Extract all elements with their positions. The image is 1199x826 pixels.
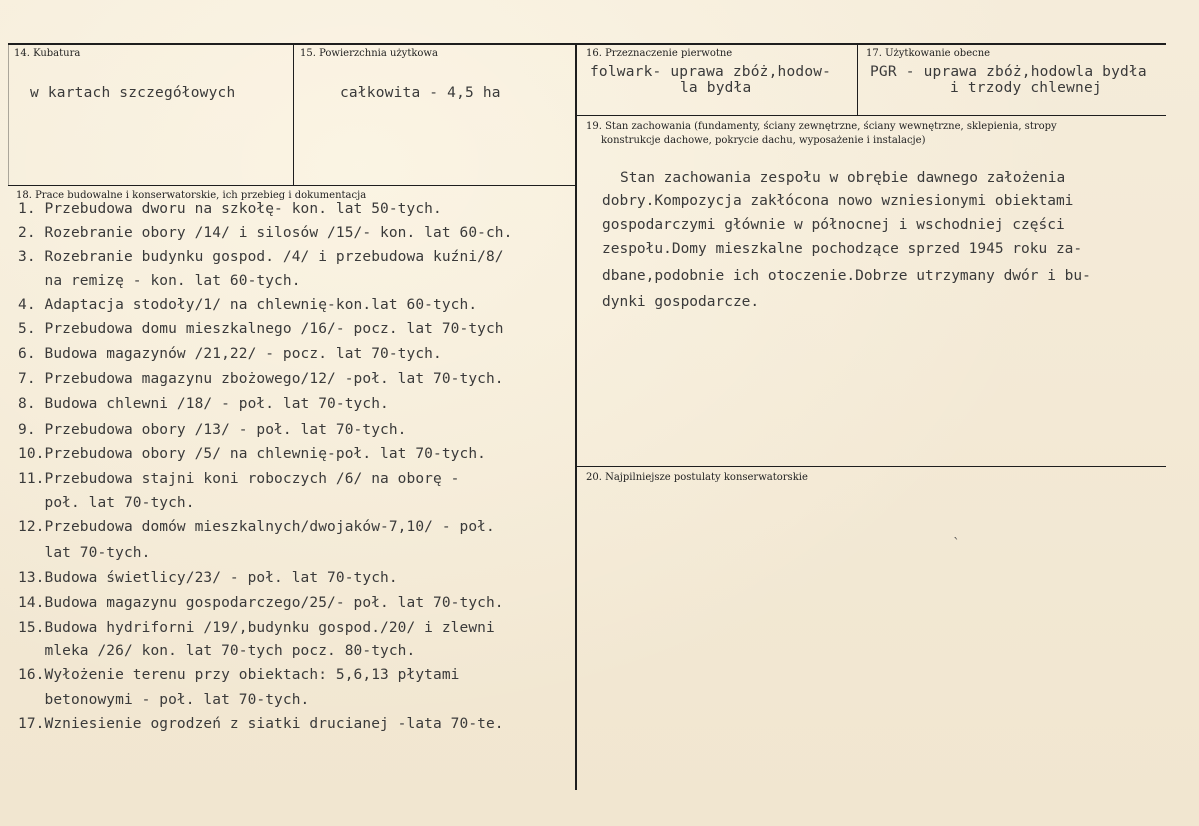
field-20-label: 20. Najpilniejsze postulaty konserwatorskie	[586, 472, 808, 483]
condition-line: dobry.Kompozycja zakłócona nowo wzniesionymi obiektami	[602, 193, 1074, 209]
works-item: mleka /26/ kon. lat 70-tych pocz. 80-tych.	[18, 643, 416, 659]
works-item: lat 70-tych.	[18, 545, 151, 561]
works-item: 6. Budowa magazynów /21,22/ - pocz. lat 70-tych.	[18, 346, 442, 362]
top-rule	[8, 43, 1166, 45]
condition-line: dynki gospodarcze.	[602, 294, 760, 310]
works-item: poł. lat 70-tych.	[18, 495, 195, 511]
works-item: 12.Przebudowa domów mieszkalnych/dwojaków-7,10/ - poł.	[18, 519, 495, 535]
works-item: 2. Rozebranie obory /14/ i silosów /15/- kon. lat 60-ch.	[18, 225, 513, 241]
field-14-label: 14. Kubatura	[14, 48, 81, 59]
works-item: 5. Przebudowa domu mieszkalnego /16/- pocz. lat 70-tych	[18, 321, 504, 337]
works-item: 1. Przebudowa dworu na szkołę- kon. lat 50-tych.	[18, 201, 442, 217]
divider-17	[857, 44, 858, 116]
works-item: 4. Adaptacja stodoły/1/ na chlewnię-kon.lat 60-tych.	[18, 297, 478, 313]
works-item: 3. Rozebranie budynku gospod. /4/ i przebudowa kuźni/8/	[18, 249, 504, 265]
condition-line: dbane,podobnie ich otoczenie.Dobrze utrzymany dwór i bu-	[602, 268, 1091, 284]
works-item: 11.Przebudowa stajni koni roboczych /6/ na oborę -	[18, 471, 460, 487]
works-item: na remizę - kon. lat 60-tych.	[18, 273, 301, 289]
left-edge	[8, 44, 9, 186]
works-item: 17.Wzniesienie ogrodzeń z siatki drucianej -lata 70-te.	[18, 716, 504, 732]
field-16-line2: la bydła	[680, 80, 752, 96]
works-item: 14.Budowa magazynu gospodarczego/25/- poł. lat 70-tych.	[18, 595, 504, 611]
field-15-label: 15. Powierzchnia użytkowa	[300, 48, 438, 59]
field-19-label-line1: 19. Stan zachowania (fundamenty, ściany zewnętrzne, ściany wewnętrzne, sklepienia, stropy	[586, 121, 1057, 132]
condition-line: Stan zachowania zespołu w obrębie dawnego założenia	[620, 170, 1066, 186]
works-item: 15.Budowa hydriforni /19/,budynku gospod./20/ i zlewni	[18, 620, 495, 636]
rule-right-116	[576, 115, 1166, 116]
field-16-label: 16. Przeznaczenie pierwotne	[586, 48, 733, 59]
works-item: 13.Budowa świetlicy/23/ - poł. lat 70-tych.	[18, 570, 398, 586]
works-item: betonowymi - poł. lat 70-tych.	[18, 692, 310, 708]
field-17-line1: PGR - uprawa zbóż,hodowla bydła	[870, 64, 1147, 80]
works-item: 8. Budowa chlewni /18/ - poł. lat 70-tych.	[18, 396, 389, 412]
field-15-value: całkowita - 4,5 ha	[340, 85, 501, 101]
rule-right-466	[576, 466, 1166, 467]
works-item: 16.Wyłożenie terenu przy obiektach: 5,6,13 płytami	[18, 667, 460, 683]
field-16-line1: folwark- uprawa zbóż,hodow-	[590, 64, 832, 80]
field-17-label: 17. Użytkowanie obecne	[866, 48, 991, 59]
works-item: 10.Przebudowa obory /5/ na chlewnię-poł. lat 70-tych.	[18, 446, 486, 462]
mid-rule-left	[8, 185, 576, 186]
works-item: 9. Przebudowa obory /13/ - poł. lat 70-tych.	[18, 422, 407, 438]
field-14-value: w kartach szczegółowych	[30, 85, 236, 101]
condition-line: gospodarczymi głównie w północnej i wschodniej części	[602, 217, 1065, 233]
field-18-label: 18. Prace budowalne i konserwatorskie, ich przebieg i dokumentacja	[16, 190, 367, 201]
field-19-label-line2: konstrukcje dachowe, pokrycie dachu, wyposażenie i instalacje)	[601, 135, 926, 146]
divider-center	[575, 44, 577, 790]
stray-mark: ˋ	[953, 536, 960, 552]
divider-15	[293, 44, 294, 186]
condition-line: zespołu.Domy mieszkalne pochodzące sprzed 1945 roku za-	[602, 241, 1083, 257]
works-item: 7. Przebudowa magazynu zbożowego/12/ -poł. lat 70-tych.	[18, 371, 504, 387]
field-17-line2: i trzody chlewnej	[950, 80, 1102, 96]
